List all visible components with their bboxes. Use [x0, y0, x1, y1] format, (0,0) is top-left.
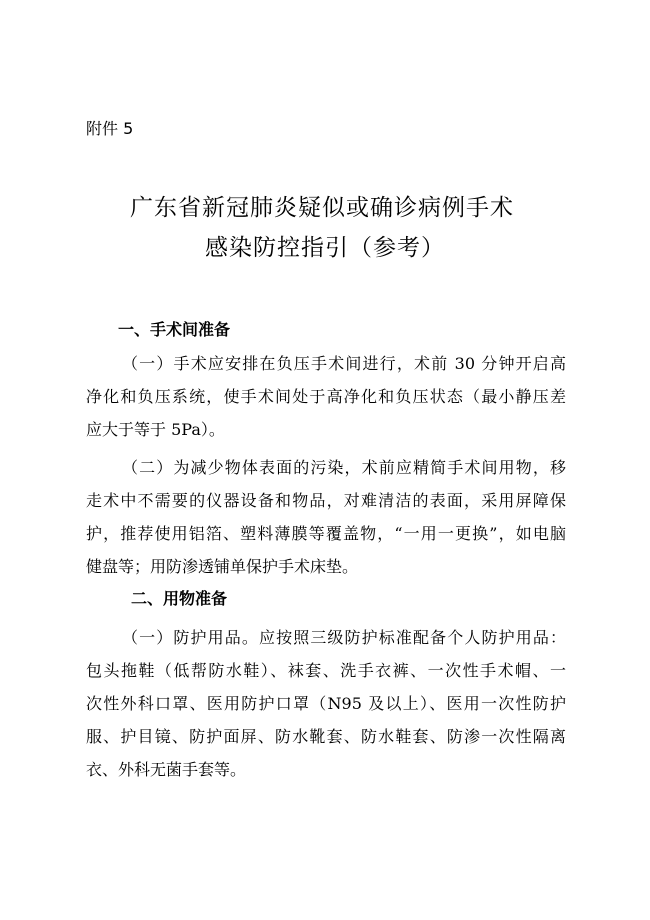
paragraph-line: 走术中不需要的仪器设备和物品，对难清洁的表面，采用屏障保 [86, 491, 566, 510]
paragraph-line: 包头拖鞋（低帮防水鞋）、袜套、洗手衣裤、一次性手术帽、一 [86, 661, 566, 680]
section-heading-supplies: 二、用物准备 [131, 589, 228, 608]
paragraph-line: 服、护目镜、防护面屏、防水靴套、防水鞋套、防渗一次性隔离 [86, 727, 566, 746]
paragraph-line: 次性外科口罩、医用防护口罩（N95 及以上）、医用一次性防护 [86, 694, 566, 713]
paragraph-protective-equipment [86, 621, 566, 786]
paragraph-line: （一）手术应安排在负压手术间进行，术前 30 分钟开启高 [122, 354, 566, 373]
section-heading-preparation: 一、手术间准备 [118, 320, 231, 339]
attachment-label: 附件 5 [86, 119, 134, 138]
paragraph-surface-contamination [86, 451, 566, 583]
paragraph-line: 衣、外科无菌手套等。 [86, 760, 247, 779]
paragraph-line: 应大于等于 5Pa）。 [86, 420, 225, 439]
paragraph-line: 护，推荐使用铝箔、塑料薄膜等覆盖物，“一用一更换”，如电脑 [86, 524, 566, 543]
document-title-line-2: 感染防控指引（参考） [205, 235, 445, 261]
paragraph-line: 净化和负压系统，使手术间处于高净化和负压状态（最小静压差 [86, 387, 566, 406]
document-title-line-1: 广东省新冠肺炎疑似或确诊病例手术 [130, 195, 514, 221]
paragraph-line: 健盘等；用防渗透铺单保护手术床垫。 [86, 557, 359, 576]
paragraph-line: （一）防护用品。应按照三级防护标准配备个人防护用品： [122, 628, 566, 647]
paragraph-negative-pressure [86, 347, 566, 446]
paragraph-line: （二）为减少物体表面的污染，术前应精简手术间用物，移 [122, 458, 566, 477]
